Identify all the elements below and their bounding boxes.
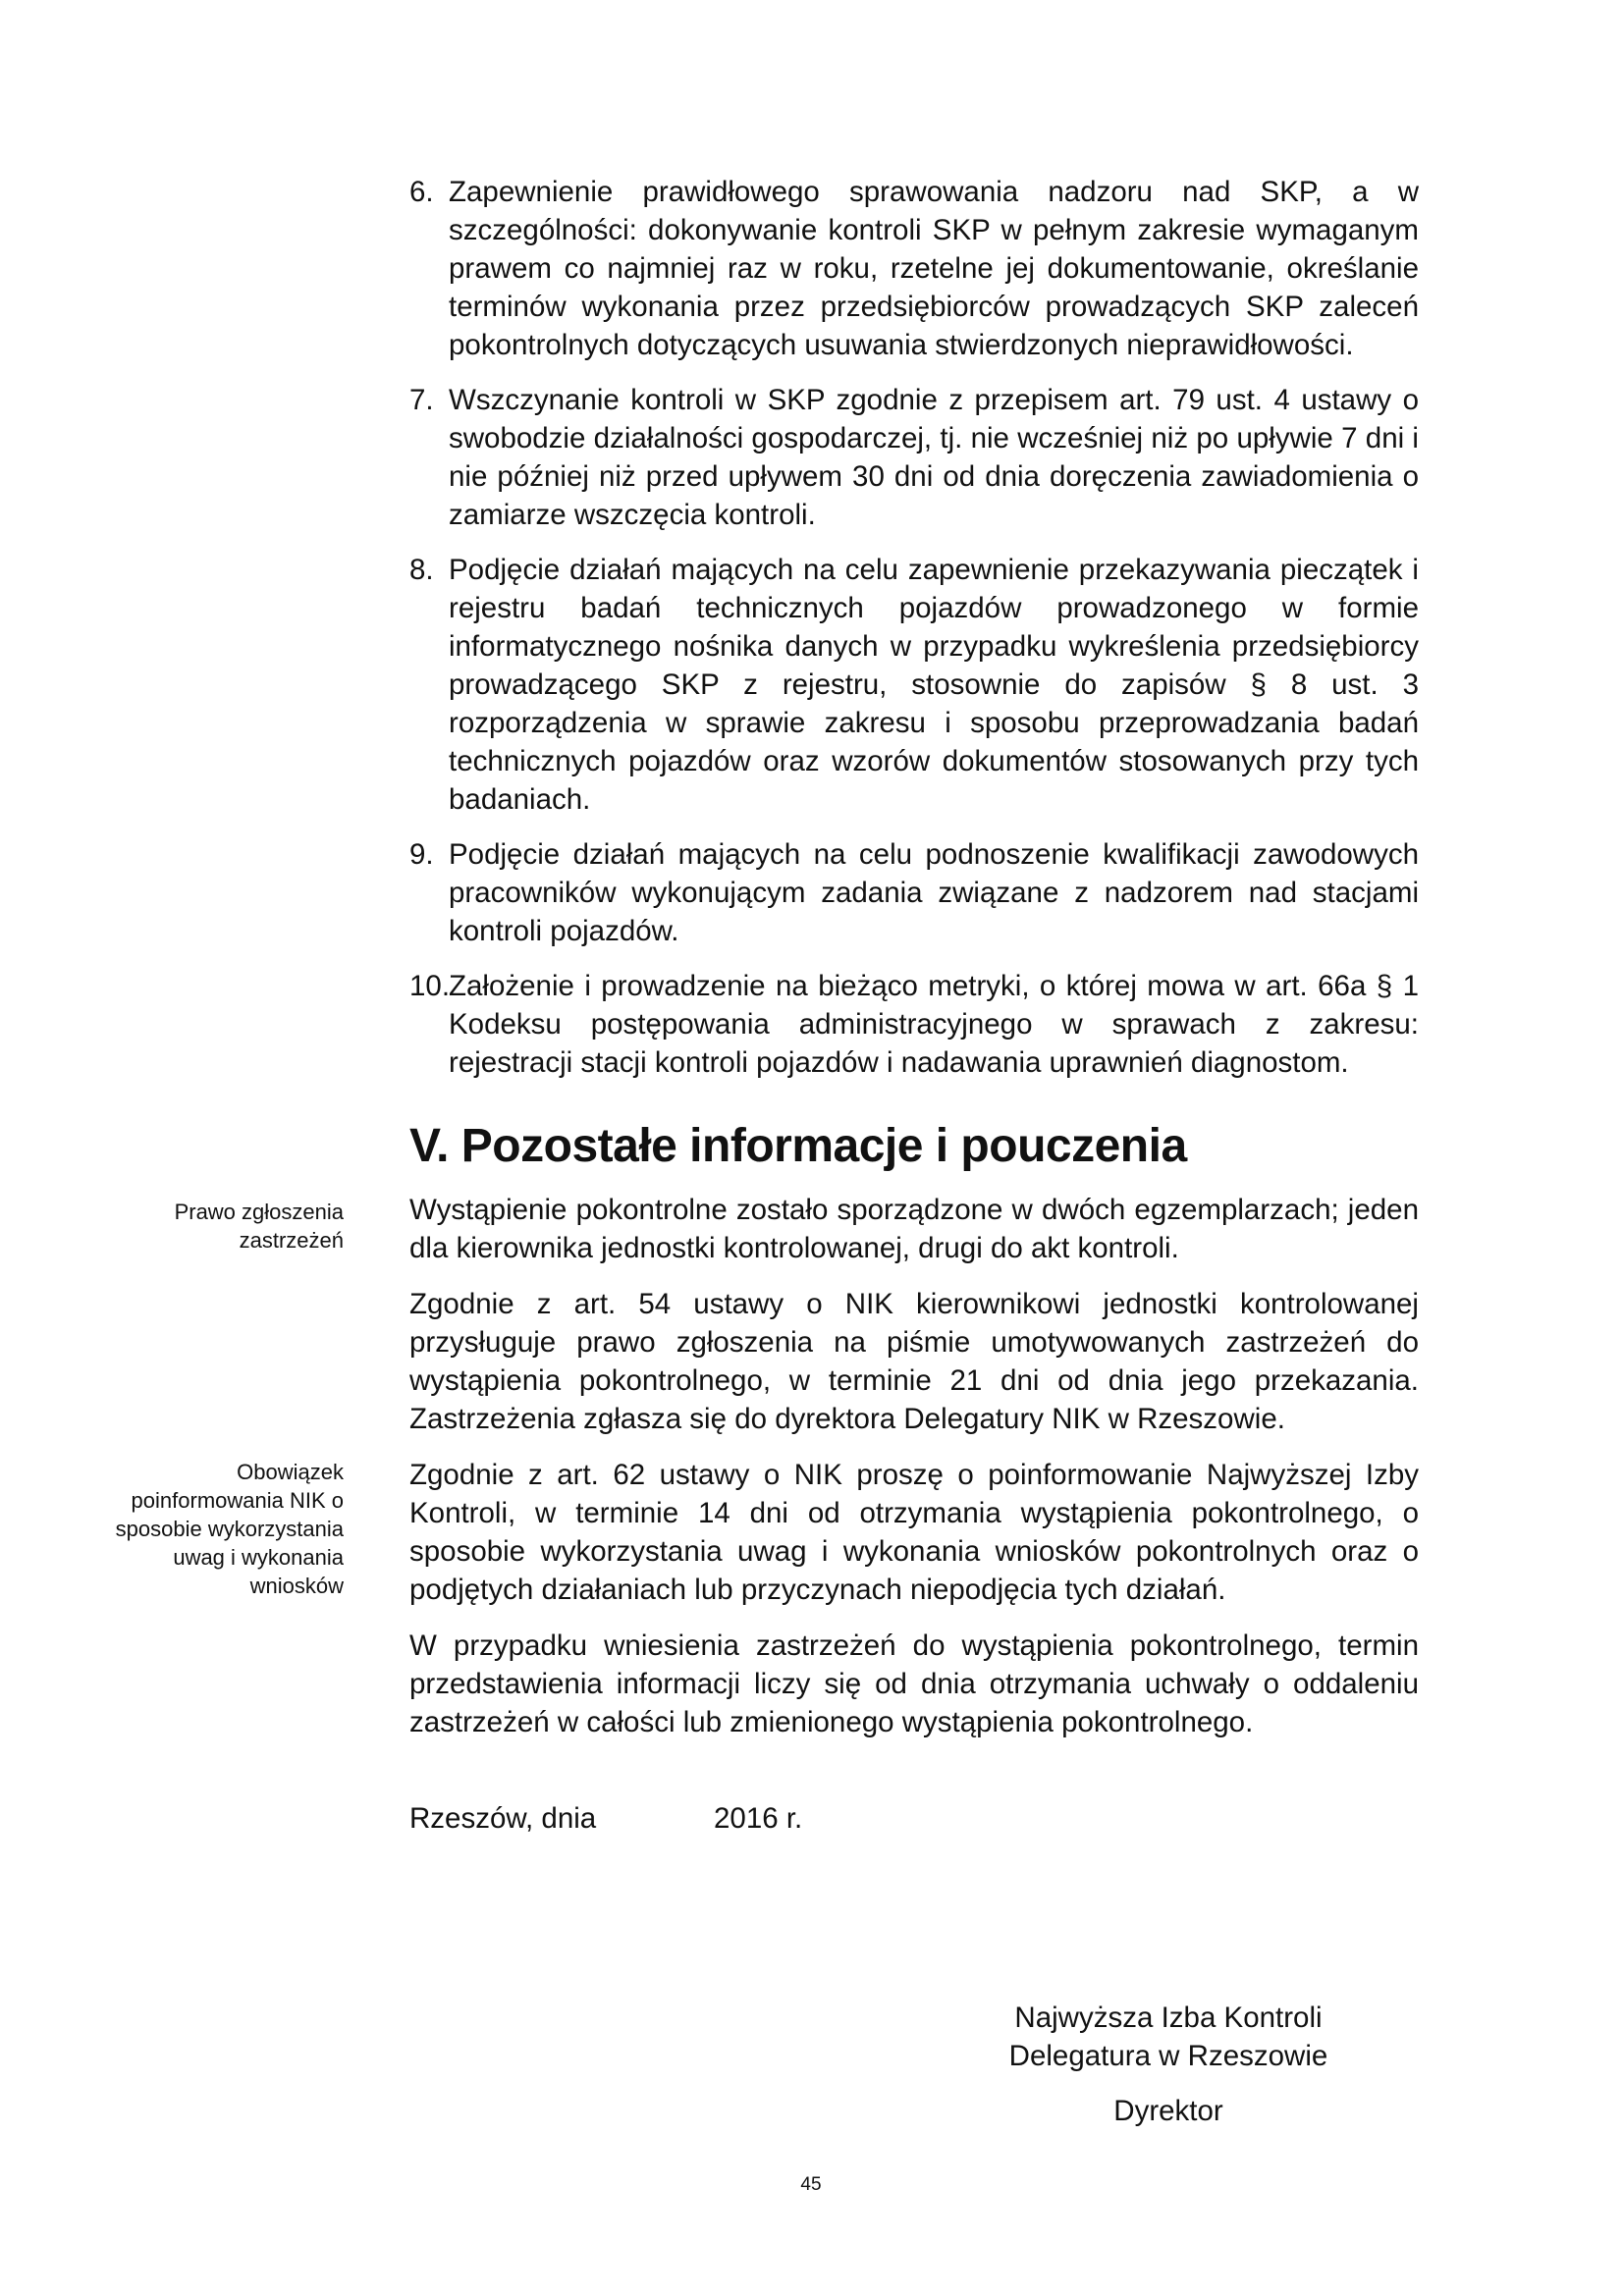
- list-item: [409, 173, 1419, 364]
- list-item-number: 9.: [409, 838, 434, 871]
- section-title: V. Pozostałe informacje i pouczenia: [409, 1120, 1187, 1172]
- list-item-text: Założenie i prowadzenie na bieżąco metryki, o której mowa w art. 66a § 1 Kodeksu postępowania administracyjnego w sprawach z zakresu: rejestracji stacji kontroli pojazdów i nadawania uprawnień diagnostom.: [449, 970, 1419, 1079]
- list-item: [409, 835, 1419, 950]
- signature-institution: Najwyższa Izba Kontroli: [1014, 2002, 1323, 2034]
- list-item: [409, 551, 1419, 819]
- signature-role: Dyrektor: [1113, 2095, 1223, 2127]
- paragraph: W przypadku wniesienia zastrzeżeń do wystąpienia pokontrolnego, termin przedstawienia informacji liczy się od dnia otrzymania uchwały o oddaleniu zastrzeżeń w całości lub zmienionego wystąpienia pokontrolnego.: [409, 1629, 1419, 1738]
- place-label: Rzeszów, dnia: [409, 1802, 597, 1835]
- list-item-text: Podjęcie działań mających na celu zapewnienie przekazywania pieczątek i rejestru badań technicznych pojazdów prowadzonego w formie informatycznego nośnika danych w przypadku wykreślenia przedsiębiorcy prowadzącego SKP z rejestru, stosownie do zapisów § 8 ust. 3 rozporządzenia w sprawie zakresu i sposobu przeprowadzania badań technicznych pojazdów oraz wzorów dokumentów stosowanych przy tych badaniach.: [449, 554, 1419, 816]
- paragraph: Zgodnie z art. 54 ustawy o NIK kierownikowi jednostki kontrolowanej przysługuje prawo zgłoszenia na piśmie umotywowanych zastrzeżeń do wystąpienia pokontrolnego, w terminie 21 dni od dnia jego przekazania. Zastrzeżenia zgłasza się do dyrektora Delegatury NIK w Rzeszowie.: [409, 1288, 1419, 1435]
- page-number: 45: [800, 2174, 822, 2195]
- signature-delegation: Delegatura w Rzeszowie: [1008, 2040, 1328, 2072]
- list-item-number: 7.: [409, 384, 434, 416]
- margin-note-objections: Prawo zgłoszenia zastrzeżeń: [174, 1200, 344, 1253]
- paragraph: Wystąpienie pokontrolne zostało sporządzone w dwóch egzemplarzach; jeden dla kierownika jednostki kontrolowanej, drugi do akt kontroli.: [409, 1194, 1419, 1264]
- date-value: 2016 r.: [714, 1802, 803, 1835]
- paragraph: Zgodnie z art. 62 ustawy o NIK proszę o poinformowanie Najwyższej Izby Kontroli, w terminie 14 dni od otrzymania wystąpienia pokontrolnego, o sposobie wykorzystania uwag i wykonania wniosków pokontrolnych oraz o podjętych działaniach lub przyczynach niepodjęcia tych działań.: [409, 1459, 1419, 1606]
- place-date-line: [409, 1799, 999, 1838]
- list-item-number: 6.: [409, 176, 434, 208]
- margin-note-obligation: Obowiązek poinformowania NIK o sposobie wykorzystania uwag i wykonania wniosków: [115, 1460, 344, 1598]
- list-item-text: Wszczynanie kontroli w SKP zgodnie z przepisem art. 79 ust. 4 ustawy o swobodzie działalności gospodarczej, tj. nie wcześniej niż po upływie 7 dni i nie później niż przed upływem 30 dni od dnia doręczenia zawiadomienia o zamiarze wszczęcia kontroli.: [449, 384, 1419, 531]
- list-item: [409, 967, 1419, 1082]
- list-item-text: Zapewnienie prawidłowego sprawowania nadzoru nad SKP, a w szczególności: dokonywanie kontroli SKP w pełnym zakresie wymaganym prawem co najmniej raz w roku, rzetelne jej dokumentowanie, określanie terminów wykonania przez przedsiębiorców prowadzących SKP zaleceń pokontrolnych dotyczących usuwania stwierdzonych nieprawidłowości.: [449, 176, 1419, 361]
- section-body: [409, 1191, 1419, 1759]
- list-item: [409, 381, 1419, 534]
- recommendations-list: [409, 173, 1419, 1098]
- list-item-text: Podjęcie działań mających na celu podnoszenie kwalifikacji zawodowych pracowników wykonującym zadania związane z nadzorem nad stacjami kontroli pojazdów.: [449, 838, 1419, 947]
- list-item-number: 8.: [409, 554, 434, 586]
- list-item-number: 10.: [409, 970, 451, 1002]
